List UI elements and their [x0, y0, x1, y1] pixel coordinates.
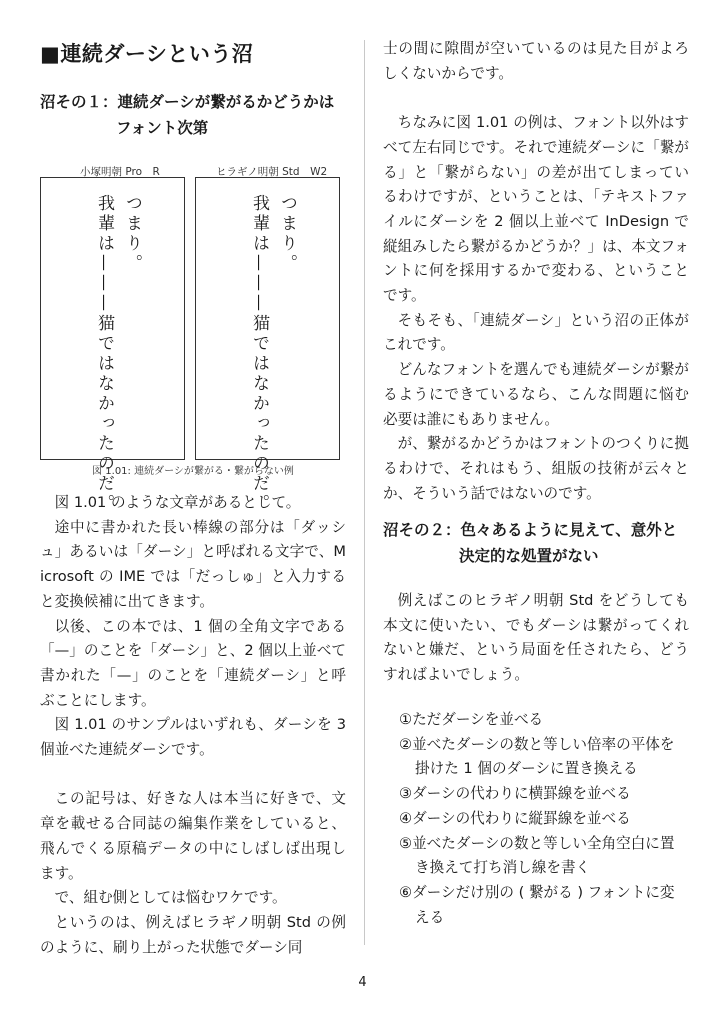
list-item: ④ダーシの代わりに縦罫線を並べる [399, 809, 631, 827]
paragraph: 士の間に隙間が空いているのは見た目がよろしくないからです。 [383, 40, 689, 82]
list-item: ②並べたダーシの数と等しい倍率の平体を掛けた 1 個のダーシに置き換える [399, 735, 675, 778]
figure-sample-hiragino [195, 177, 340, 514]
paragraph: で、組む側としては悩むワケです。 [54, 889, 287, 907]
paragraph: というのは、例えばヒラギノ明朝 Std の例のように、刷り上がった状態でダーシ同 [40, 913, 346, 956]
list-item: ⑤並べたダーシの数と等しい全角空白に置き換えて打ち消し線を書く [399, 834, 675, 877]
sample-line-1: つまり。 [122, 194, 142, 274]
left-body-text [40, 491, 346, 960]
subsection-title-2-line1: 沼その２：色々あるように見えて、意外と [383, 521, 678, 539]
figure-caption: 図 1.01: 連続ダーシが繋がる・繋がらない例 [92, 466, 294, 477]
subsection-title-2 [383, 517, 689, 569]
sample-line-2: 我輩は———猫ではなかったのだ。 [249, 194, 269, 514]
paragraph: ちなみに図 1.01 の例は、フォント以外はすべて左右同じです。それで連続ダーシに「繋がる」と「繋がらない」の差が出てしまっているわけですが、ということは、「テキストファイルにダーシを 2 個以上並べて InDesign で縦組みしたら繋がるかどうか？」は、本文フォントに何を採用するかで変わる、ということです。 [383, 114, 689, 305]
subsection-title-1 [40, 89, 346, 141]
subsection-title-2-line2: 決定的な処置がない [459, 547, 599, 565]
paragraph: 例えばこのヒラギノ明朝 Std をどうしても本文に使いたい、でもダーシは繋がってくれないと嫌だ、という局面を任されたら、どうすればよいでしょう。 [383, 592, 689, 684]
page-number: 4 [358, 975, 367, 990]
paragraph: この記号は、好きな人は本当に好きで、文章を載せる合同誌の編集作業をしていると、飛んでくる原稿データの中にしばしば出現します。 [40, 790, 346, 882]
paragraph: 図 1.01 のサンプルはいずれも、ダーシを 3 個並べた連続ダーシです。 [40, 716, 346, 759]
section2-body [383, 589, 689, 688]
paragraph: 途中に書かれた長い棒線の部分は「ダッシュ」あるいは「ダーシ」と呼ばれる文字で、Microsoft の IME では「だっしゅ」と入力すると変換候補に出てきます。 [40, 518, 346, 610]
paragraph: 以後、この本では、1 個の全角文字である「—」のことを「ダーシ」と、2 個以上並べて書かれた「—」のことを「連続ダーシ」と呼ぶことにします。 [40, 617, 346, 709]
list-item: ③ダーシの代わりに横罫線を並べる [399, 785, 631, 803]
paragraph: そもそも、「連続ダーシ」という沼の正体がこれです。 [383, 311, 689, 354]
figure-label-hiragino: ヒラギノ明朝 Std W2 [216, 166, 328, 178]
list-item: ⑥ダーシだけ別の ( 繋がる ) フォントに変える [399, 883, 675, 926]
column-divider [364, 40, 365, 945]
paragraph: 図 1.01 のような文章があるとして。 [54, 494, 301, 511]
sample-line-2: 我輩は———猫ではなかったのだ。 [94, 194, 114, 514]
list-item: ①ただダーシを並べる [399, 711, 544, 728]
paragraph: が、繋がるかどうかはフォントのつくりに拠るわけで、それはもう、組版の技術が云々とか、そういう話ではないのです。 [383, 435, 689, 502]
figure-label-kozuka: 小塚明朝 Pro R [80, 166, 160, 178]
option-list [399, 708, 689, 930]
paragraph: どんなフォントを選んでも連続ダーシが繋がるようにできているなら、こんな問題に悩む必要は誰にもありません。 [383, 361, 689, 428]
section-heading: ■連続ダーシという沼 [40, 42, 254, 66]
subsection-title-1-line1: 沼その１：連続ダーシが繋がるかどうかは [40, 93, 335, 111]
subsection-title-1-line2: フォント次第 [116, 119, 209, 137]
sample-line-1: つまり。 [277, 194, 297, 274]
right-body-text [383, 37, 689, 506]
